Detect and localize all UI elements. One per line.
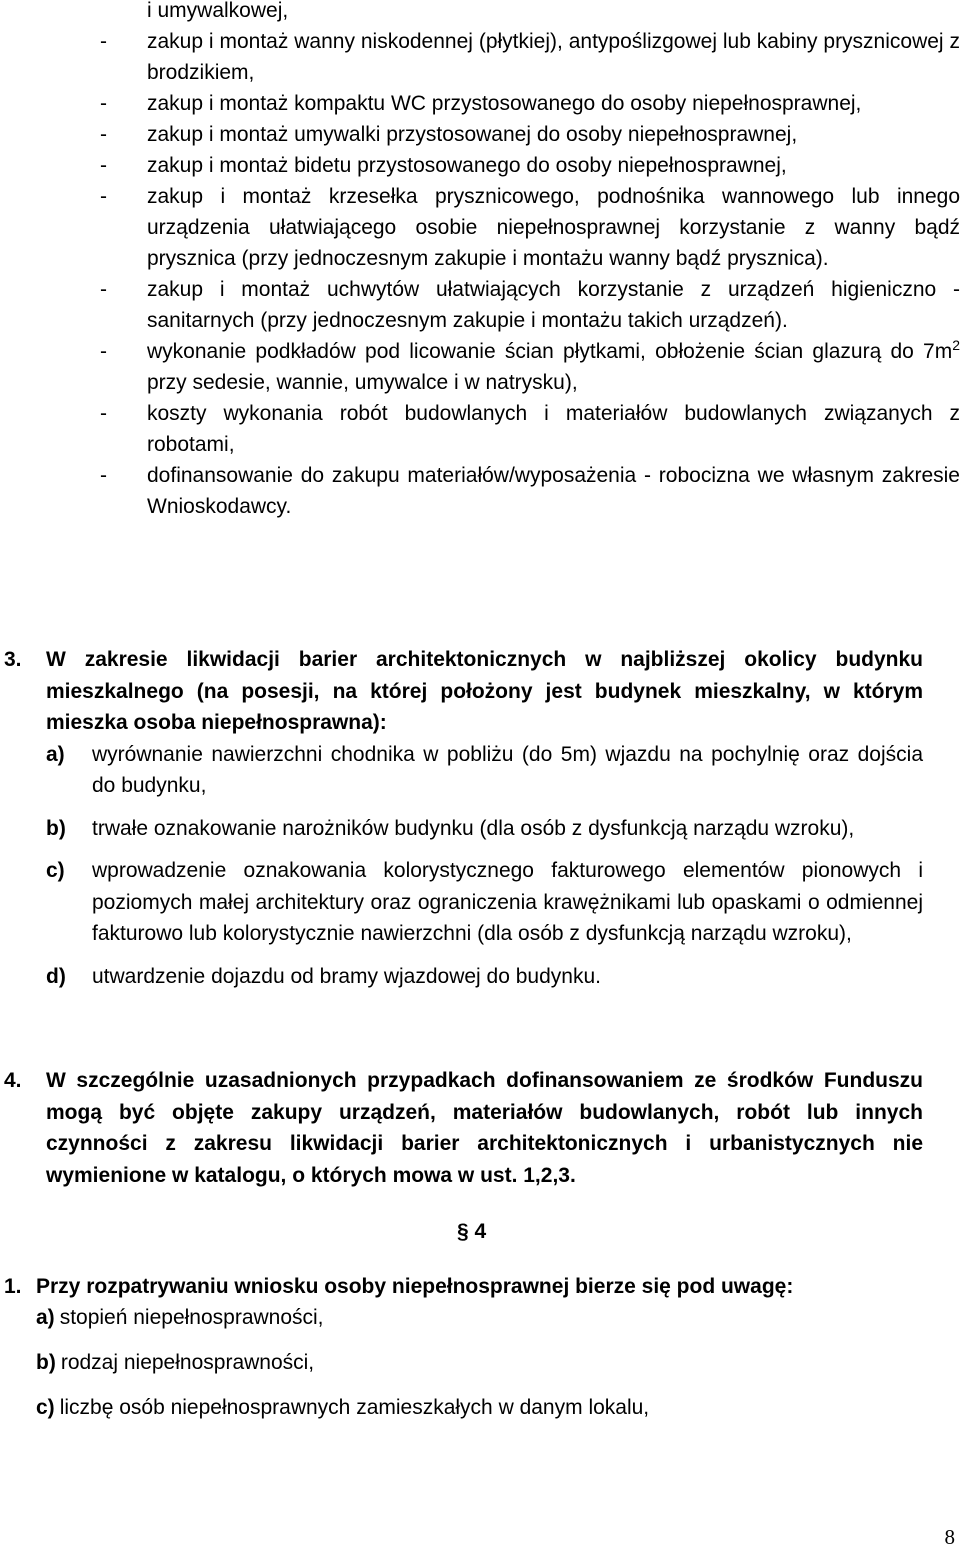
item-marker: a) bbox=[36, 1306, 55, 1329]
item-marker: c) bbox=[46, 859, 65, 882]
list-item-text: dofinansowanie do zakupu materiałów/wyposażenia - robocizna we własnym zakresie Wnioskodawcy. bbox=[147, 464, 960, 518]
list-item bbox=[36, 1347, 956, 1378]
list-item-text: zakup i montaż wanny niskodennej (płytkiej), antypoślizgowej lub kabiny prysznicowej z brodzikiem, bbox=[147, 30, 960, 84]
section-heading-text: W szczególnie uzasadnionych przypadkach dofinansowaniem ze środków Funduszu mogą być objęte zakupy urządzeń, materiałów budowlanych, robót lub innych czynności z zakresu likwidacji barier architektonicznych i urbanistycznych nie wymienione w katalogu, o których mowa w ust. 1,2,3. bbox=[46, 1069, 923, 1187]
list-item bbox=[46, 813, 923, 845]
list-item-text-part: wykonanie podkładów pod licowanie ścian płytkami, obłożenie ścian glazurą do 7m bbox=[147, 340, 953, 363]
section-3 bbox=[4, 644, 923, 992]
list-dash: - bbox=[100, 185, 107, 208]
item-marker: c) bbox=[36, 1396, 55, 1419]
item-text: rodzaj niepełnosprawności, bbox=[60, 1351, 315, 1374]
point-heading-text: Przy rozpatrywaniu wniosku osoby niepełnosprawnej bierze się pod uwagę: bbox=[36, 1275, 794, 1298]
section-heading bbox=[4, 1065, 923, 1191]
section-heading bbox=[4, 644, 923, 739]
section-number: 4. bbox=[4, 1069, 22, 1092]
section-heading-text: W zakresie likwidacji barier architektonicznych w najbliższej okolicy budynku mieszkalnego (na posesji, na której położony jest budynek mieszkalny, w którym mieszka osoba niepełnosprawna): bbox=[46, 648, 923, 734]
paragraph-4-point-1 bbox=[4, 1271, 956, 1423]
item-text: stopień niepełnosprawności, bbox=[59, 1306, 324, 1329]
list-item bbox=[100, 119, 960, 150]
list-dash: - bbox=[100, 123, 107, 146]
list-dash: - bbox=[100, 30, 107, 53]
list-item bbox=[100, 398, 960, 460]
item-marker: d) bbox=[46, 964, 66, 988]
list-item bbox=[46, 739, 923, 802]
list-item bbox=[100, 181, 960, 274]
list-item-text: zakup i montaż uchwytów ułatwiających korzystanie z urządzeń higieniczno - sanitarnych (przy jednoczesnym zakupie i montażu takich urządzeń). bbox=[147, 278, 960, 332]
item-text: wyrównanie nawierzchni chodnika w pobliżu (do 5m) wjazdu na pochylnię oraz dojścia do budynku, bbox=[92, 742, 923, 797]
list-item bbox=[36, 1392, 956, 1423]
list-item bbox=[100, 336, 960, 398]
item-marker: b) bbox=[46, 816, 66, 840]
list-item-text: koszty wykonania robót budowlanych i materiałów budowlanych związanych z robotami, bbox=[147, 402, 960, 456]
item-text: utwardzenie dojazdu od bramy wjazdowej do budynku. bbox=[92, 964, 601, 988]
item-marker: b) bbox=[36, 1351, 56, 1374]
equipment-list bbox=[100, 0, 960, 522]
list-item bbox=[36, 1302, 956, 1333]
item-marker: a) bbox=[46, 742, 65, 766]
list-item-text: zakup i montaż umywalki przystosowanej do osoby niepełnosprawnej, bbox=[147, 123, 798, 146]
list-item-text bbox=[147, 336, 960, 398]
point-heading bbox=[4, 1271, 956, 1302]
list-item bbox=[46, 855, 923, 950]
point-number: 1. bbox=[4, 1275, 22, 1298]
list-item bbox=[100, 150, 960, 181]
list-item-text-part: przy sedesie, wannie, umywalce i w natrysku), bbox=[147, 371, 578, 394]
list-item bbox=[46, 961, 923, 993]
superscript: 2 bbox=[952, 337, 960, 353]
item-text: wprowadzenie oznakowania kolorystycznego fakturowego elementów pionowych i poziomych małej architektury oraz ograniczenia krawężnikami lub opaskami o odmiennej fakturowo lub kolorystycznie nawierzchni (dla osób z dysfunkcją narządu wzroku), bbox=[92, 859, 923, 945]
item-text: liczbę osób niepełnosprawnych zamieszkałych w danym lokalu, bbox=[59, 1396, 650, 1419]
list-continuation: i umywalkowej, bbox=[147, 0, 289, 22]
item-text: trwałe oznakowanie narożników budynku (dla osób z dysfunkcją narządu wzroku), bbox=[92, 816, 855, 840]
page-number: 8 bbox=[944, 1525, 955, 1549]
list-item-text: zakup i montaż kompaktu WC przystosowanego do osoby niepełnosprawnej, bbox=[147, 92, 862, 115]
list-dash: - bbox=[100, 154, 107, 177]
list-item bbox=[100, 26, 960, 88]
list-item bbox=[100, 274, 960, 336]
list-dash: - bbox=[100, 402, 107, 425]
section-number: 3. bbox=[4, 648, 22, 671]
list-item-text: zakup i montaż krzesełka prysznicowego, podnośnika wannowego lub innego urządzenia ułatwiającego osobie niepełnosprawnej korzystanie z wanny bądź prysznica (przy jednoczesnym zakupie i montażu wanny bądź prysznica). bbox=[147, 185, 960, 270]
paragraph-mark: § 4 bbox=[457, 1220, 487, 1243]
list-dash: - bbox=[100, 464, 107, 487]
list-dash: - bbox=[100, 92, 107, 115]
list-item bbox=[100, 88, 960, 119]
list-dash: - bbox=[100, 340, 107, 363]
list-item-text: zakup i montaż bidetu przystosowanego do osoby niepełnosprawnej, bbox=[147, 154, 787, 177]
list-item bbox=[100, 460, 960, 522]
list-dash: - bbox=[100, 278, 107, 301]
section-4 bbox=[4, 1065, 923, 1191]
